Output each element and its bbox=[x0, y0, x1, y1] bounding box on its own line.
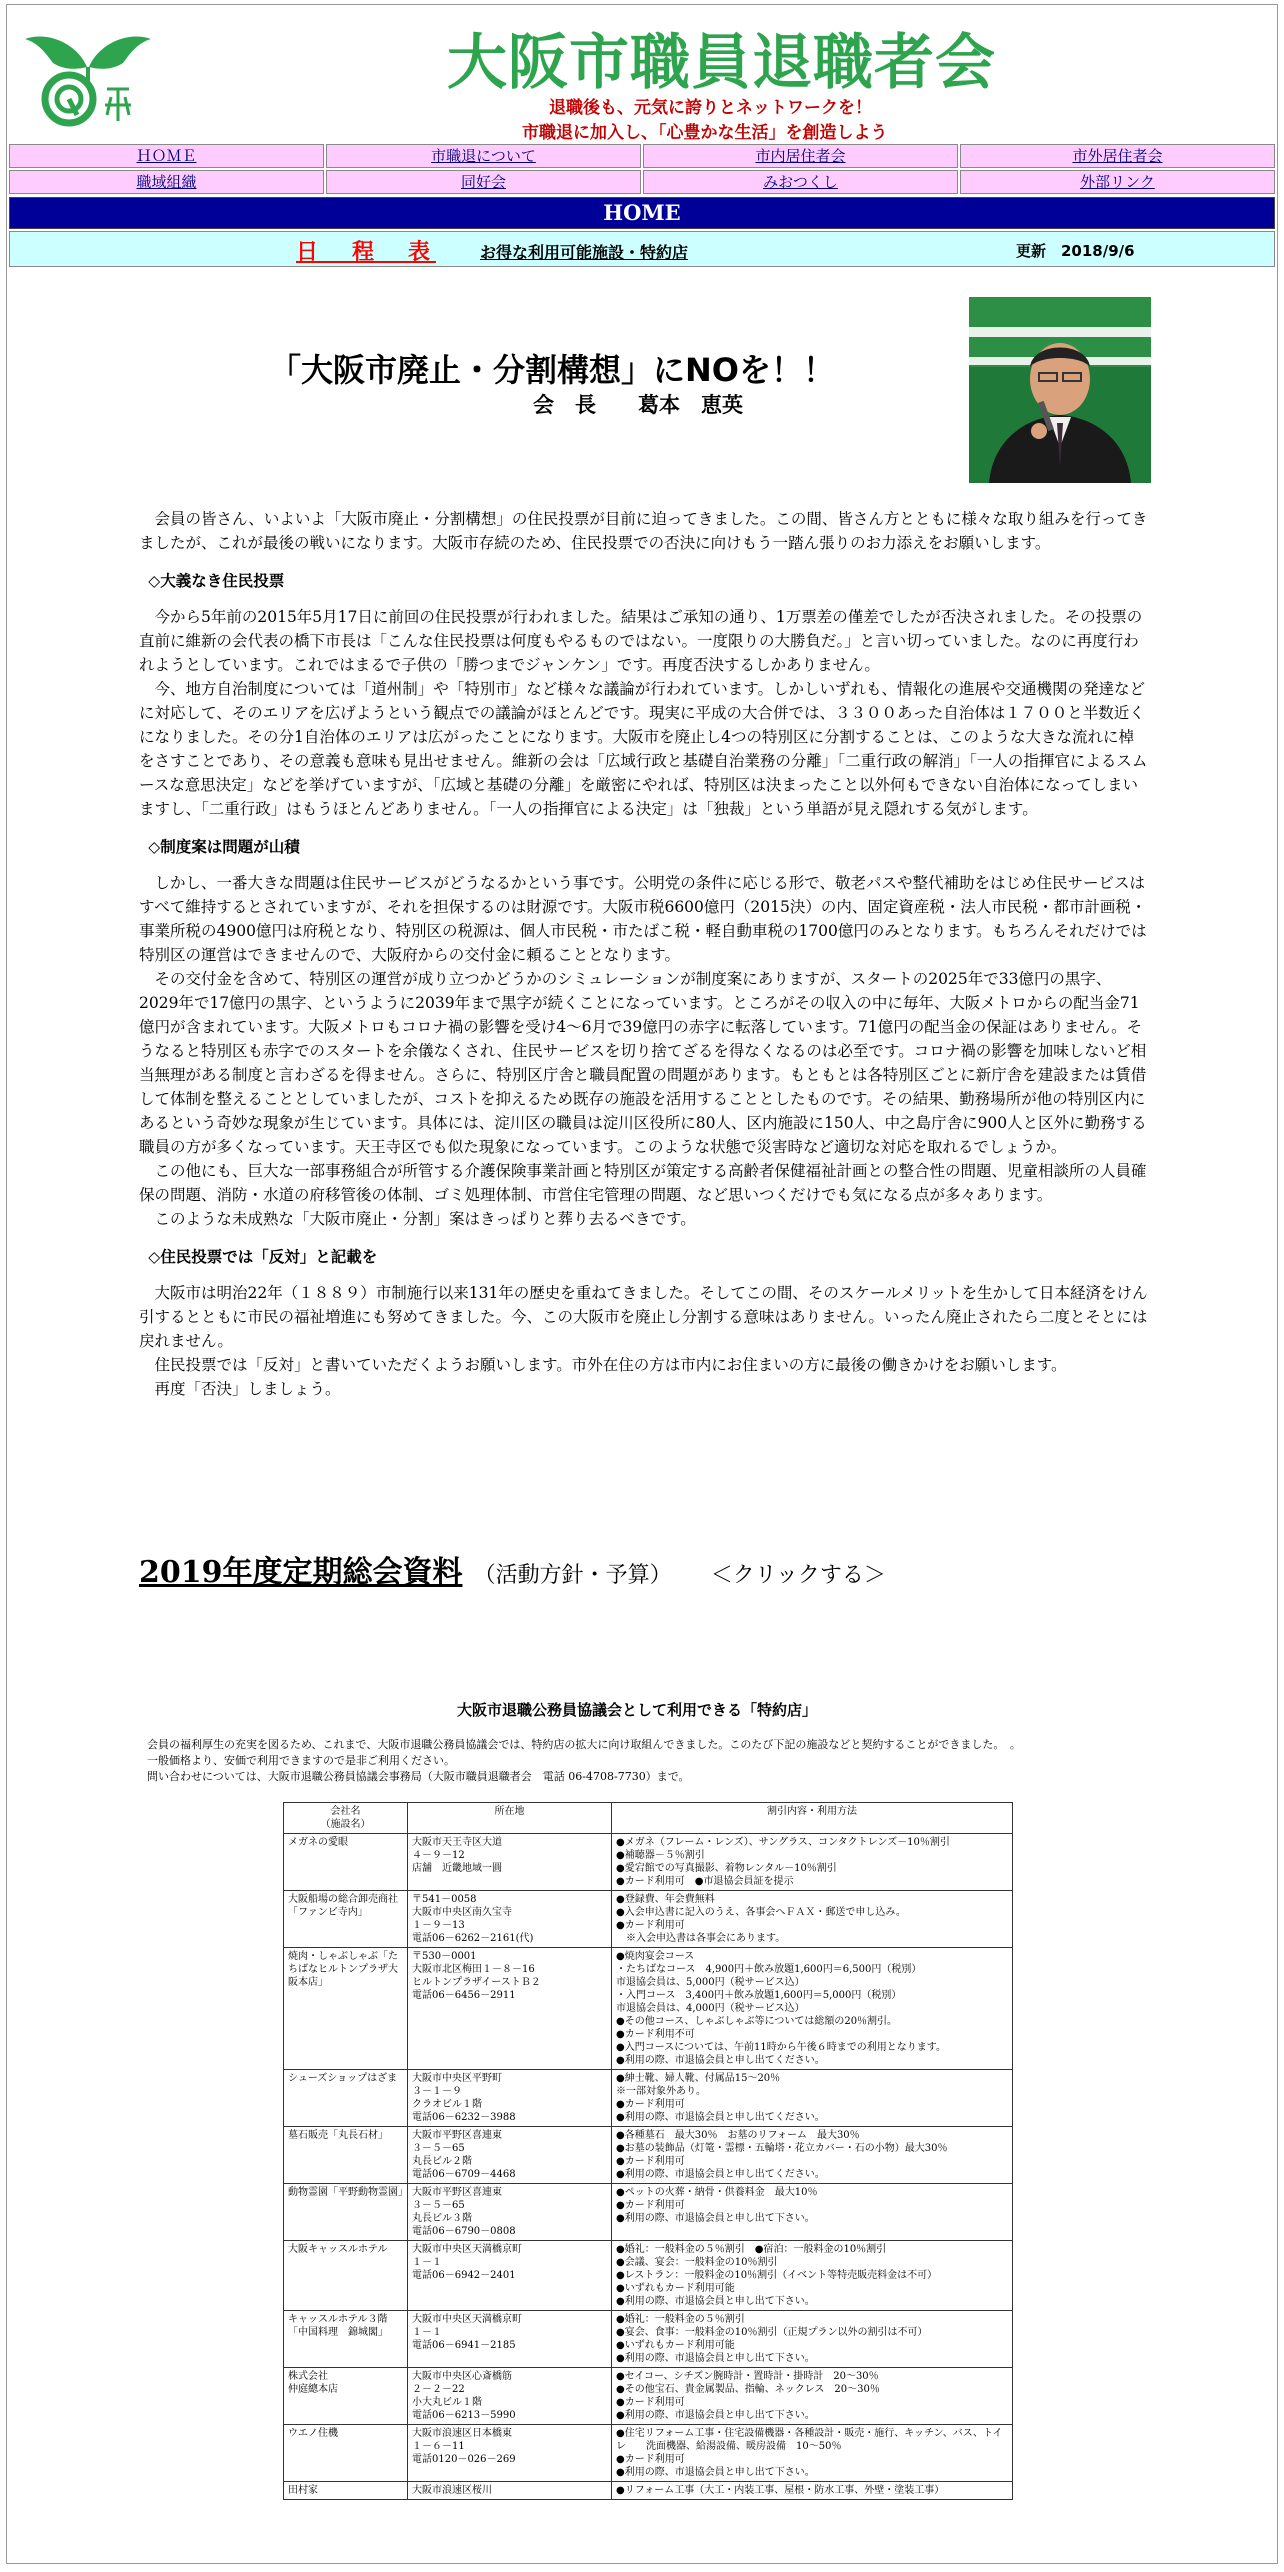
shop-name: 墓石販売「丸長石材」 bbox=[284, 2127, 408, 2184]
shop-address: 大阪市中央区平野町 ３－１－９ クラオビル１階 電話06－6232－3988 bbox=[408, 2070, 612, 2127]
paragraph: 再度「否決」しましょう。 bbox=[154, 1380, 341, 1398]
shop-name: ウエノ住機 bbox=[284, 2425, 408, 2482]
deals-note-line: 一般価格より、安価で利用できますので是非ご利用ください。 bbox=[147, 1754, 455, 1767]
chairman-photo bbox=[969, 297, 1151, 483]
nav-outside-residents[interactable]: 市外居住者会 bbox=[960, 144, 1275, 168]
shop-discount: ●リフォーム工事（大工・内装工事、屋根・防水工事、外壁・塗装工事） bbox=[612, 2482, 1013, 2500]
table-row bbox=[284, 1891, 1013, 1948]
shop-address: 大阪市中央区心斎橋筋 ２－２－22 小大丸ビル１階 電話06－6213－5990 bbox=[408, 2368, 612, 2425]
shop-address: 〒530－0001 大阪市北区梅田１－８－16 ヒルトンプラザイーストＢ２ 電話06－6456－2911 bbox=[408, 1948, 612, 2070]
shop-discount: ●婚礼：一般料金の５％割引 ●宴会、食事：一般料金の10％割引（正規プラン以外の割引は不可） ●いずれもカード利用可能 ●利用の際、市退協会員と申し出て下さい。 bbox=[612, 2311, 1013, 2368]
shop-address: 大阪市平野区喜連東 ３－５－65 丸長ビル２階 電話06－6709－4468 bbox=[408, 2127, 612, 2184]
shop-discount: ●登録費、年会費無料 ●入会申込書に記入のうえ、各事会へＦＡＸ・郵送で申し込み。 ●カード利用可 ※入会申込書は各事会にあります。 bbox=[612, 1891, 1013, 1948]
shop-name: 大阪船場の総合卸売商社「ファンビ寺内」 bbox=[284, 1891, 408, 1948]
table-row bbox=[284, 2311, 1013, 2368]
paragraph: 住民投票では「反対」と書いていただくようお願いします。市外在住の方は市内にお住まいの方に最後の働きかけをお願いします。 bbox=[154, 1356, 1067, 1374]
general-meeting-title-link[interactable]: 2019年度定期総会資料 bbox=[139, 1555, 463, 1590]
nav-about[interactable]: 市職退について bbox=[326, 144, 641, 168]
deals-note-line: 問い合わせについては、大阪市退職公務員協議会事務局（大阪市職員退職者会 電話 06-4708-7730）まで。 bbox=[147, 1770, 690, 1783]
nav-home[interactable]: ＨＯＭＥ bbox=[9, 144, 324, 168]
shop-discount: ●紳士靴、婦人靴、付属品15～20％ ※一部対象外あり。 ●カード利用可 ●利用の際、市退協会員と申し出てください。 bbox=[612, 2070, 1013, 2127]
shop-discount: ●セイコー、シチズン腕時計・置時計・掛時計 20～30％ ●その他宝石、貴金属製品、指輪、ネックレス 20～30％ ●カード利用可 ●利用の際、市退協会員と申し出て下さい。 bbox=[612, 2368, 1013, 2425]
table-row bbox=[284, 2368, 1013, 2425]
site-title: 大阪市職員退職者会 bbox=[447, 28, 996, 98]
home-banner: HOME bbox=[9, 197, 1275, 229]
column-header: 割引内容・利用方法 bbox=[612, 1803, 1013, 1834]
schedule-link[interactable]: 日 程 表 bbox=[296, 240, 437, 265]
table-row bbox=[284, 2482, 1013, 2500]
table-row bbox=[284, 1834, 1013, 1891]
message-title: 「大阪市廃止・分割構想」にNOを！！ bbox=[269, 351, 835, 389]
general-meeting-subtitle: （活動方針・予算） bbox=[473, 1563, 672, 1588]
shop-address: 大阪市平野区喜連東 ３－５－65 丸長ビル３階 電話06－6790－0808 bbox=[408, 2184, 612, 2241]
shop-discount: ●焼肉宴会コース ・たちばなコース 4,900円＋飲み放題1,600円＝6,500円（税別） 市退協会員は、5,000円（税サービス込） ・入門コース 3,400円＋飲み放題1,600円＝5,000円（税別） 市退協会員は、4,000円（税サービス込） ●その他コース、しゃぶしゃぶ等については総額の20％割引。 ●カード利用不可 ●入門コースについては、午前11時から午後６時までの利用となります。 ●利用の際、市退協会員と申し出てください。 bbox=[612, 1948, 1013, 2070]
last-updated: 更新 2018/9/6 bbox=[1016, 242, 1135, 260]
deals-title: 大阪市退職公務員協議会として利用できる「特約店」 bbox=[457, 1701, 818, 1719]
shop-discount: ●メガネ（フレーム・レンズ）、サングラス、コンタクトレンズ－10％割引 ●補聴器－５％割引 ●愛宕館での写真撮影、着物レンタル－10％割引 ●カード利用可 ●市退協会員証を提示 bbox=[612, 1834, 1013, 1891]
update-bar bbox=[9, 231, 1275, 267]
table-row bbox=[284, 2425, 1013, 2482]
tagline-line-2: 市職退に加入し、「心豊かな生活」を創造しよう bbox=[522, 123, 888, 143]
association-logo-icon bbox=[17, 23, 159, 127]
intro-paragraph: 会員の皆さん、いよいよ「大阪市廃止・分割構想」の住民投票が目前に迫ってきました。この間、皆さん方とともに様々な取り組みを行ってきましたが、これが最後の戦いになります。大阪市存続のため、住民投票での否決に向けもう一踏ん張りのお力添えをお願いします。 bbox=[139, 510, 1148, 552]
nav-workplace-orgs[interactable]: 職域組織 bbox=[9, 170, 324, 194]
nav-city-residents[interactable]: 市内居住者会 bbox=[643, 144, 958, 168]
paragraph: このような未成熟な「大阪市廃止・分割」案はきっぱりと葬り去るべきです。 bbox=[154, 1210, 696, 1228]
shop-name: 動物霊園「平野動物霊園」 bbox=[284, 2184, 408, 2241]
paragraph: この他にも、巨大な一部事務組合が所管する介護保険事業計画と特別区が策定する高齢者保健福祉計画との整合性の問題、児童相談所の人員確保の問題、消防・水道の府移管後の体制、ゴミ処理体制、市営住宅管理の問題、など思いつくだけでも気になる点が多々あります。 bbox=[139, 1162, 1147, 1204]
shop-discount: ●各種墓石 最大30％ お墓のリフォーム 最大30％ ●お墓の装飾品（灯篭・霊標・五輪塔・花立カバー・石の小物）最大30％ ●カード利用可 ●利用の際、市退協会員と申し出てください。 bbox=[612, 2127, 1013, 2184]
message-author: 会 長 葛本 恵英 bbox=[533, 393, 743, 417]
general-meeting-link bbox=[139, 1547, 886, 1591]
table-row bbox=[284, 2184, 1013, 2241]
message-body bbox=[139, 507, 1149, 1401]
nav-miotsukushi[interactable]: みおつくし bbox=[643, 170, 958, 194]
main-nav bbox=[7, 143, 1277, 195]
shop-name: 株式会社 仲庭總本店 bbox=[284, 2368, 408, 2425]
shop-discount: ●婚礼：一般料金の５％割引 ●宿泊：一般料金の10％割引 ●会議、宴会：一般料金の10％割引 ●レストラン：一般料金の10％割引（イベント等特売販売料金は不可） ●いずれもカード利用可能 ●利用の際、市退協会員と申し出て下さい。 bbox=[612, 2241, 1013, 2311]
table-row bbox=[284, 2241, 1013, 2311]
page bbox=[6, 4, 1278, 2564]
shop-address: 大阪市中央区天満橋京町 １－１ 電話06－6942－2401 bbox=[408, 2241, 612, 2311]
shop-discount: ●住宅リフォーム工事・住宅設備機器・各種設計・販売・施行、キッチン、バス、トイレ 洗面機器、給湯設備、暖房設備 10～50％ ●カード利用可 ●利用の際、市退協会員と申し出て下さい。 bbox=[612, 2425, 1013, 2482]
deals-note bbox=[147, 1737, 1147, 1785]
column-header: 会社名 （施設名） bbox=[284, 1803, 408, 1834]
nav-clubs[interactable]: 同好会 bbox=[326, 170, 641, 194]
tagline-line-1: 退職後も、元気に誇りとネットワークを！ bbox=[549, 98, 872, 118]
shop-name: 大阪キャッスルホテル bbox=[284, 2241, 408, 2311]
deals-link[interactable]: お得な利用可能施設・特約店 bbox=[480, 243, 689, 262]
shop-address: 大阪市中央区天満橋京町 １－１ 電話06－6941－2185 bbox=[408, 2311, 612, 2368]
shop-address: 〒541－0058 大阪市中央区南久宝寺 １－９－13 電話06－6262－2161(代) bbox=[408, 1891, 612, 1948]
table-row bbox=[284, 1948, 1013, 2070]
shop-address: 大阪市浪速区桜川 bbox=[408, 2482, 612, 2500]
shop-address: 大阪市天王寺区大道 ４－９－12 店舗 近畿地域一圓 bbox=[408, 1834, 612, 1891]
table-row bbox=[284, 2127, 1013, 2184]
paragraph: 今から5年前の2015年5月17日に前回の住民投票が行われました。結果はご承知の通り、1万票差の僅差でしたが否決されました。その投票の直前に維新の会代表の橋下市長は「こんな住民投票は何度もやるものではない。一度限りの大勝負だ。」と言い切っていました。なのに再度行われようとしています。これではまるで子供の「勝つまでジャンケン」です。再度否決するしかありません。 bbox=[139, 608, 1143, 674]
shop-name: 田村家 bbox=[284, 2482, 408, 2500]
section-heading: ◇住民投票では「反対」と記載を bbox=[148, 1248, 378, 1266]
paragraph: 大阪市は明治22年（１８８９）市制施行以来131年の歴史を重ねてきました。そしてこの間、そのスケールメリットを生かして日本経済をけん引するとともに市民の福祉増進にも努めてきました。今、この大阪市を廃止し分割する意味はありません。いったん廃止されたら二度とそとには戻れません。 bbox=[139, 1284, 1148, 1350]
deals-note-line: 会員の福利厚生の充実を図るため、これまで、大阪市退職公務員協議会では、特約店の拡大に向け取組んできました。このたび下記の施設などと契約することができました。 。 bbox=[147, 1738, 1021, 1751]
deals-table bbox=[283, 1802, 1013, 2500]
paragraph: その交付金を含めて、特別区の運営が成り立つかどうかのシミュレーションが制度案にありますが、スタートの2025年で33億円の黒字、2029年で17億円の黒字、というように2039年まで黒字が続くことになっています。ところがその収入の中に毎年、大阪メトロからの配当金71億円が含まれています。大阪メトロもコロナ禍の影響を受け4～6月で39億円の赤字に転落しています。71億円の配当金の保証はありません。そうなると特別区も赤字でのスタートを余儀なくされ、住民サービスを切り捨てざるを得なくなるのは必至です。コロナ禍の影響を加味しないど相当無理がある制度と言わざるを得ません。さらに、特別区庁舎と職員配置の問題があります。もともとは各特別区ごとに新庁舎を建設または賃借して体制を整えることとしていましたが、コストを抑えるため既存の施設を活用することとしたものです。その結果、勤務場所が他の特別区内にあるという奇妙な現象が生じています。具体には、淀川区の職員は淀川区役所に80人、区内施設に150人、中之島庁舎に900人と区外に勤務する職員の方が多くなっています。天王寺区でも似た現象になっています。このような状態で災害時など適切な対応を取れるでしょうか。 bbox=[139, 970, 1147, 1156]
paragraph: 今、地方自治制度については「道州制」や「特別市」など様々な議論が行われています。しかしいずれも、情報化の進展や交通機関の発達などに対応して、そのエリアを広げようという観点での議論がほとんどです。現実に平成の大合併では、３３００あった自治体は１７００と半数近くになりました。その分1自治体のエリアは広がったことになります。大阪市を廃止し4つの特別区に分割することは、このような大きな流れに棹をさすことであり、その意義も意味も見出せません。維新の会は「広域行政と基礎自治業務の分離」「二重行政の解消」「一人の指揮官によるスムースな意思決定」などを挙げていますが、「広域と基礎の分離」を厳密にやれば、特別区は決まったこと以外何もできない自治体になってしまいますし、「二重行政」はもうほとんどありません。「一人の指揮官による決定」は「独裁」という単語が見え隠れする気がします。 bbox=[139, 680, 1148, 818]
nav-external-links[interactable]: 外部リンク bbox=[960, 170, 1275, 194]
column-header: 所在地 bbox=[408, 1803, 612, 1834]
shop-name: 焼肉・しゃぶしゃぶ「たちばなヒルトンプラザ大阪本店」 bbox=[284, 1948, 408, 2070]
shop-name: キャッスルホテル３階「中国料理 錦城閣」 bbox=[284, 2311, 408, 2368]
click-link[interactable]: ＜クリックする＞ bbox=[710, 1563, 886, 1588]
shop-discount: ●ペットの火葬・納骨・供養料金 最大10％ ●カード利用可 ●利用の際、市退協会員と申し出て下さい。 bbox=[612, 2184, 1013, 2241]
site-header bbox=[7, 5, 1277, 143]
shop-name: シューズショップはざま bbox=[284, 2070, 408, 2127]
shop-name: メガネの愛眼 bbox=[284, 1834, 408, 1891]
table-header-row bbox=[284, 1803, 1013, 1834]
shop-address: 大阪市浪速区日本橋東 １－６－11 電話0120－026－269 bbox=[408, 2425, 612, 2482]
section-heading: ◇制度案は問題が山積 bbox=[148, 838, 300, 856]
section-heading: ◇大義なき住民投票 bbox=[148, 572, 285, 590]
paragraph: しかし、一番大きな問題は住民サービスがどうなるかという事です。公明党の条件に応じる形で、敬老パスや整代補助をはじめ住民サービスはすべて維持するとされていますが、それを担保するのは財源です。大阪市税6600億円（2015決）の内、固定資産税・法人市民税・都市計画税・事業所税の4900億円は府税となり、特別区の税源は、個人市民税・市たばこ税・軽自動車税の1700億円のみとなります。もちろんそれだけでは特別区の運営はできませんので、大阪府からの交付金に頼ることとなります。 bbox=[139, 874, 1147, 964]
table-row bbox=[284, 2070, 1013, 2127]
